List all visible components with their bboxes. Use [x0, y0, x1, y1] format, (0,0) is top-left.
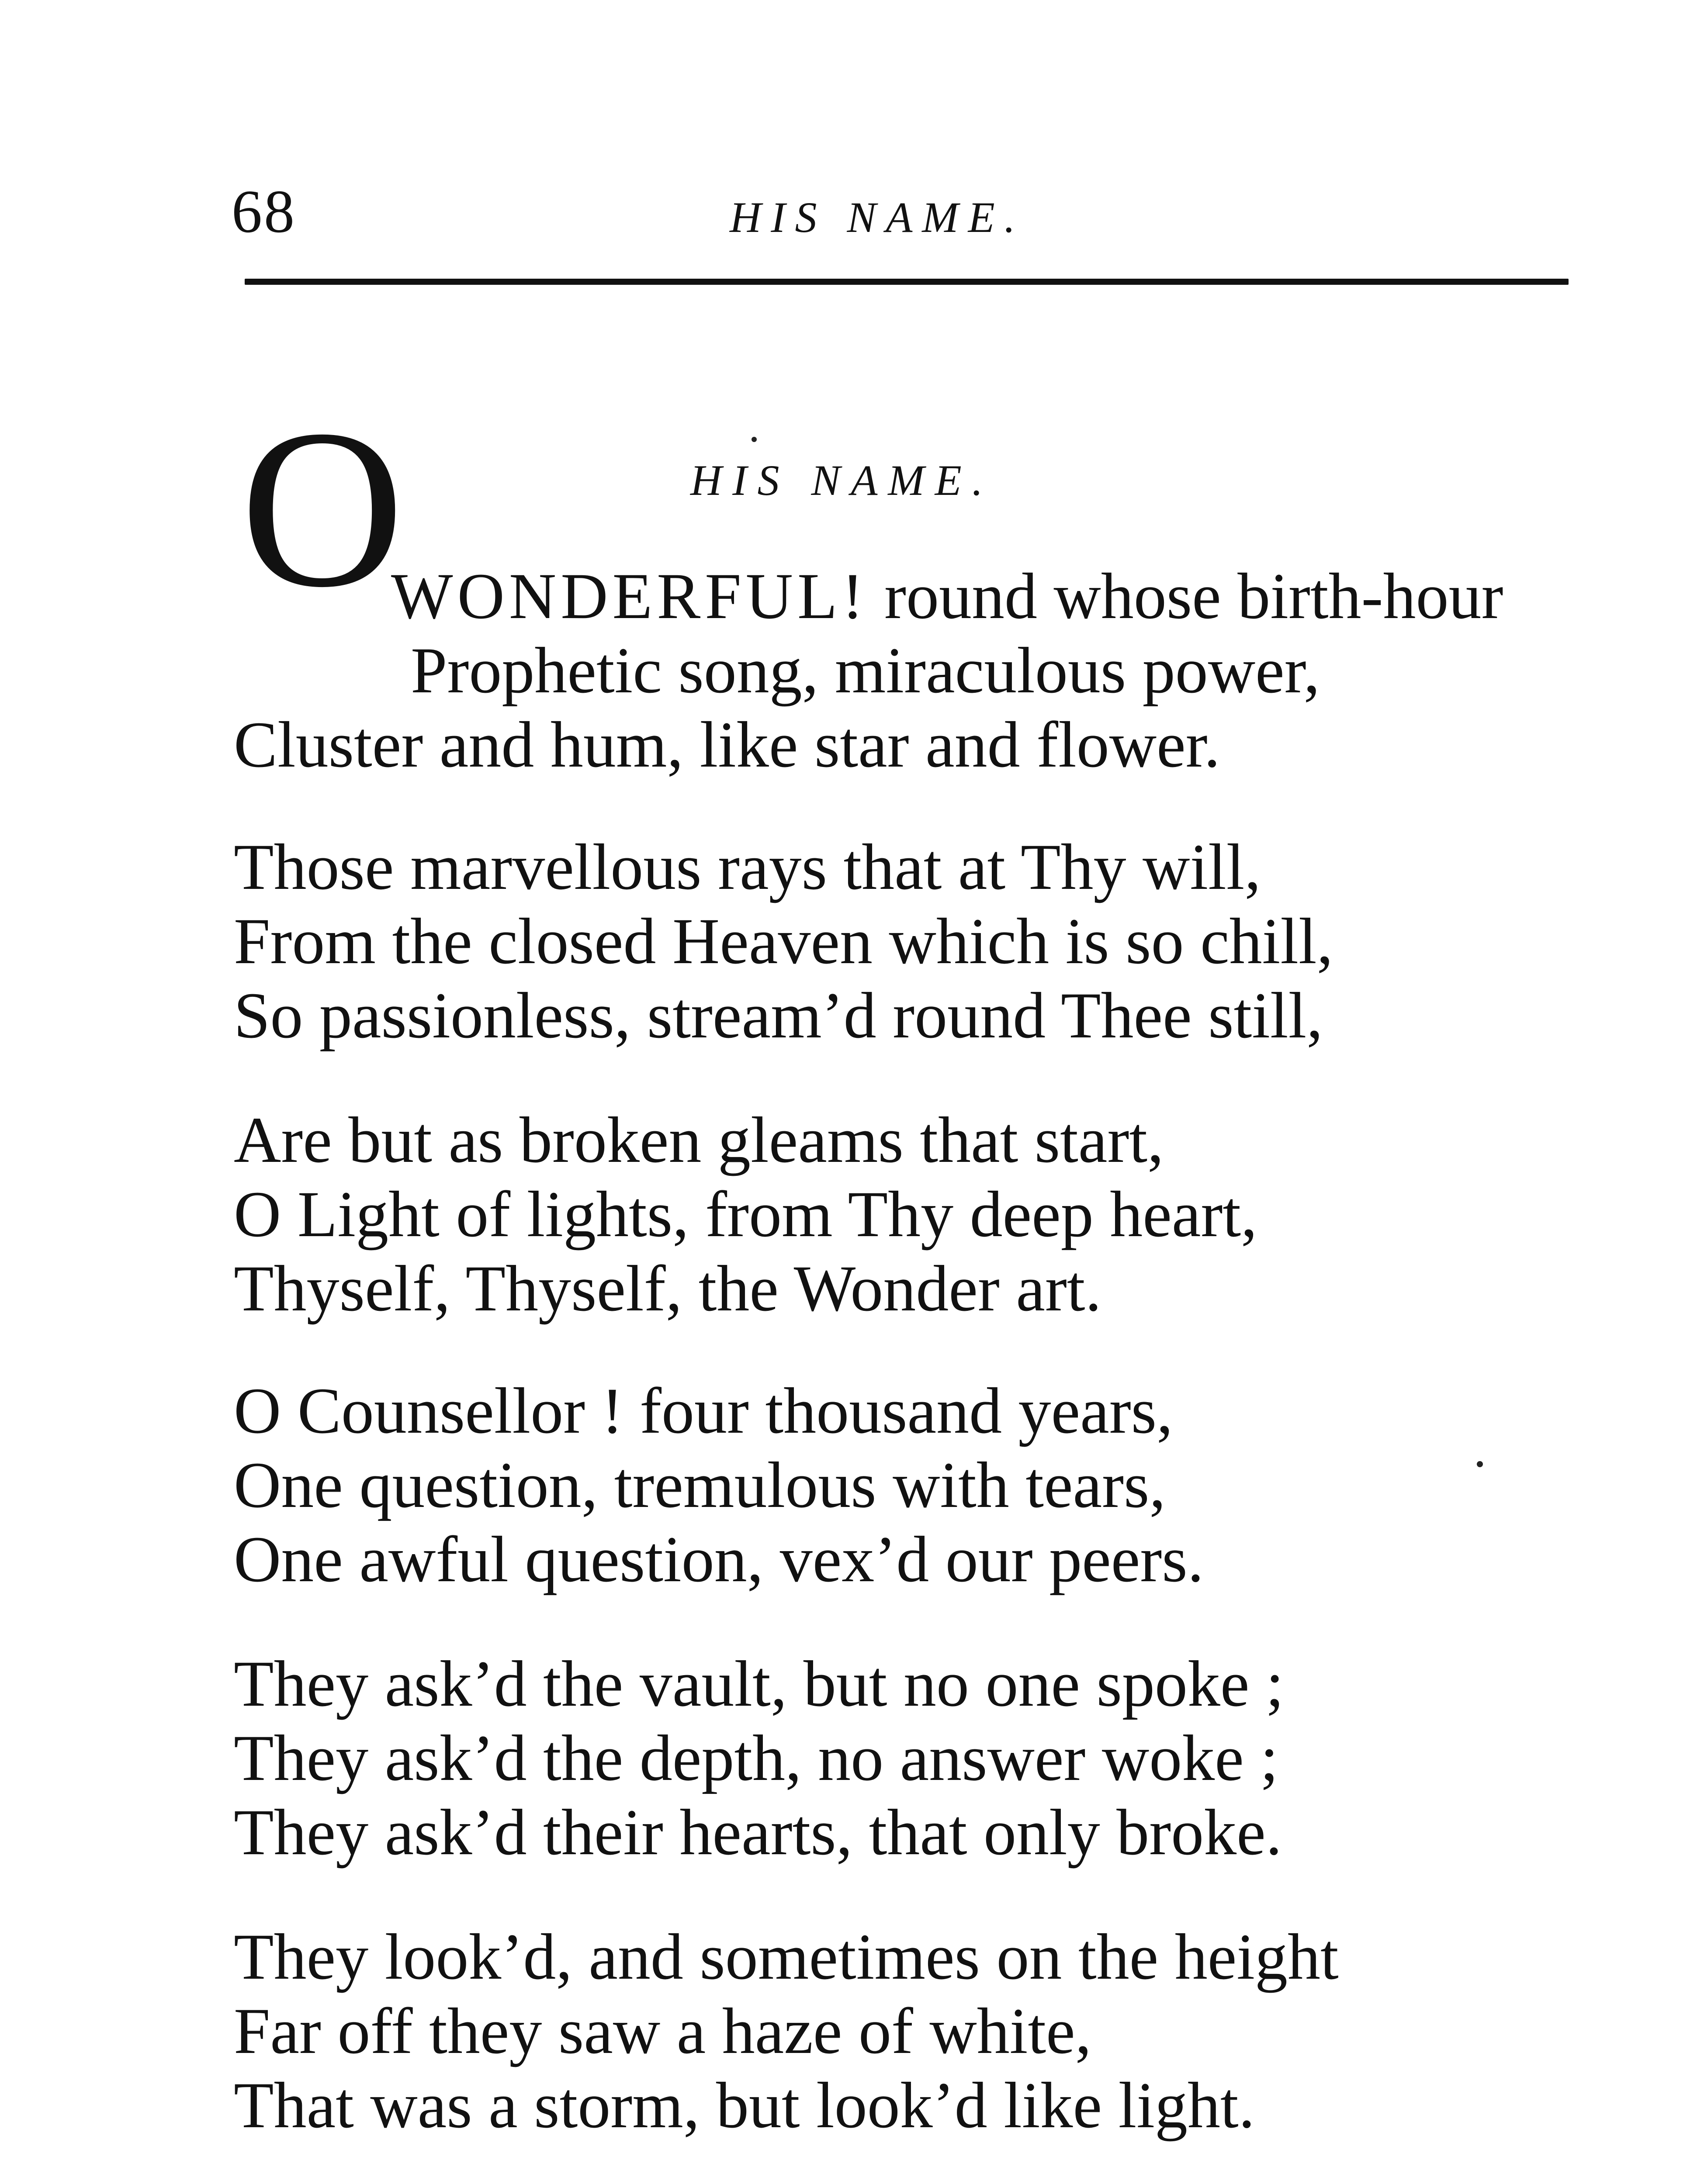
poem-line: Thyself, Thyself, the Wonder art.	[234, 1252, 1102, 1325]
poem-line: Cluster and hum, like star and flower.	[234, 708, 1220, 781]
poem-line: O Light of lights, from Thy deep heart,	[234, 1178, 1257, 1251]
poem-line: Are but as broken gleams that start,	[234, 1104, 1164, 1176]
poem-line: Those marvellous rays that at Thy will,	[234, 831, 1261, 903]
poem-line: From the closed Heaven which is so chill,	[234, 905, 1333, 978]
smallcaps-word: WONDERFUL!	[391, 560, 868, 632]
header-rule	[245, 279, 1569, 285]
poem-line: O Counsellor ! four thousand years,	[234, 1375, 1173, 1447]
running-head: HIS NAME.	[730, 193, 1025, 242]
line-rest: round whose birth-hour	[868, 560, 1503, 632]
ink-speck	[1477, 1461, 1483, 1467]
poem-line: That was a storm, but look’d like light.	[234, 2069, 1255, 2142]
poem-line: They ask’d the vault, but no one spoke ;	[234, 1648, 1284, 1720]
poem-line	[391, 560, 1503, 632]
page-number: 68	[232, 178, 296, 245]
poem-line: Far off they saw a haze of white,	[234, 1995, 1092, 2067]
poem-line: So passionless, stream’d round Thee still,	[234, 979, 1323, 1052]
poem-line: They look’d, and sometimes on the height	[234, 1921, 1339, 1993]
poem-line: They ask’d the depth, no answer woke ;	[234, 1722, 1278, 1794]
poem-title: HIS NAME.	[690, 456, 994, 505]
poem-line: One awful question, vex’d our peers.	[234, 1523, 1204, 1596]
poem-line: One question, tremulous with tears,	[234, 1449, 1166, 1521]
poem-line: They ask’d their hearts, that only broke.	[234, 1796, 1282, 1869]
drop-cap: O	[240, 383, 405, 634]
poem-line: Prophetic song, miraculous power,	[411, 634, 1320, 707]
ink-speck	[752, 437, 757, 442]
